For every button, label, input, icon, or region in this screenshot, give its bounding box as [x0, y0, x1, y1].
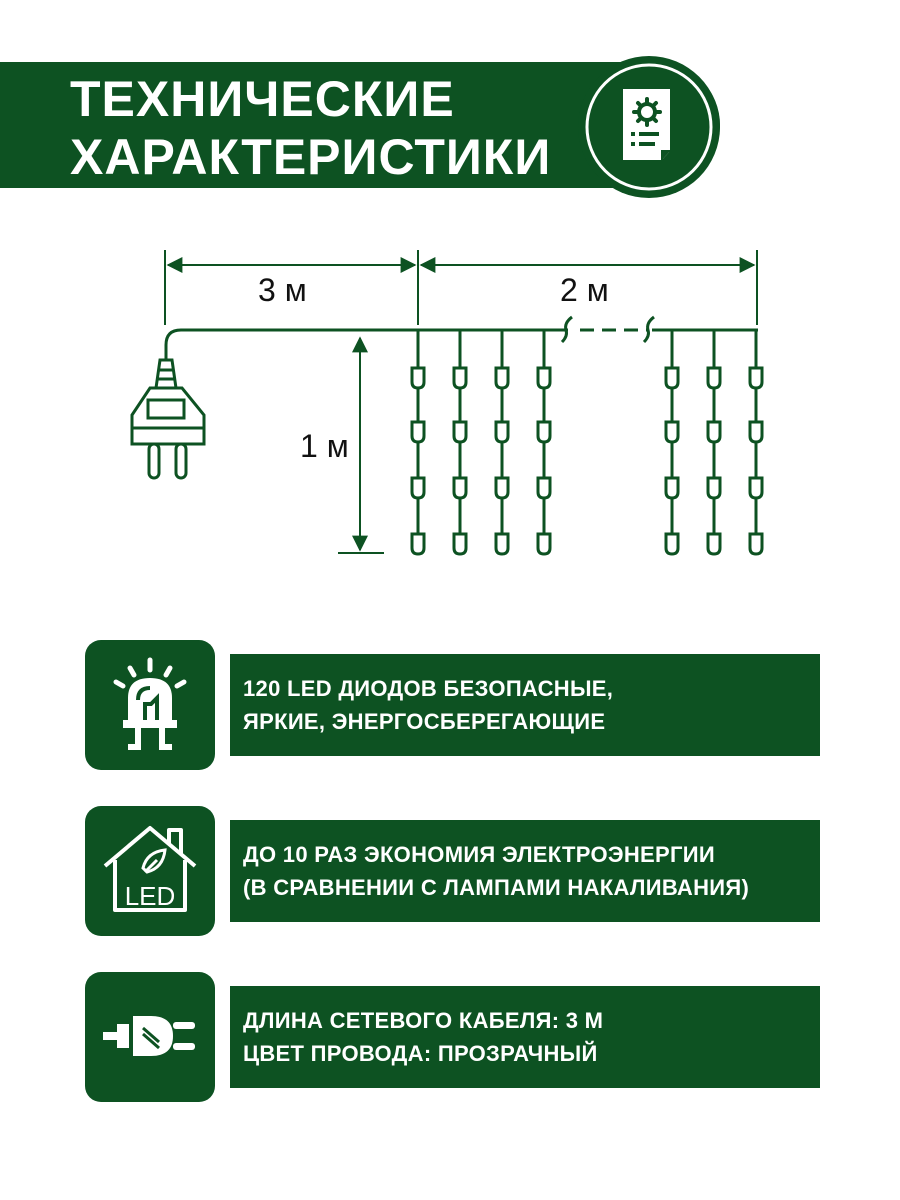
led-bulb [750, 368, 762, 388]
page-title [70, 70, 590, 186]
cable-length-label: 3 м [258, 272, 307, 308]
feature-line1: ДЛИНА СЕТЕВОГО КАБЕЛЯ: 3 М [243, 1008, 604, 1033]
feature-line2: (В СРАВНЕНИИ С ЛАМПАМИ НАКАЛИВАНИЯ) [243, 875, 750, 900]
led-bulb [708, 422, 720, 442]
led-bulb [538, 422, 550, 442]
led-bulb [666, 368, 678, 388]
led-bulb [708, 478, 720, 498]
led-bulb [666, 534, 678, 554]
led-bulb [454, 534, 466, 554]
led-bulb [666, 478, 678, 498]
led-bulb [750, 422, 762, 442]
led-strands [412, 330, 762, 554]
led-bulb [496, 534, 508, 554]
feature-line1: ДО 10 РАЗ ЭКОНОМИЯ ЭЛЕКТРОЭНЕРГИИ [243, 842, 715, 867]
drop-height-label: 1 м [300, 428, 349, 464]
led-bulb [412, 478, 424, 498]
feature-line2: ЦВЕТ ПРОВОДА: ПРОЗРАЧНЫЙ [243, 1041, 598, 1066]
led-bulb [412, 534, 424, 554]
feature-icon-box [85, 640, 215, 770]
page-title-line2: ХАРАКТЕРИСТИКИ [70, 129, 552, 185]
curtain-diagram [0, 230, 900, 590]
led-bulb [708, 368, 720, 388]
led-strand [538, 330, 550, 554]
led-bulb [496, 422, 508, 442]
feature-text [243, 972, 813, 1102]
led-diode-icon [85, 640, 215, 770]
led-strand [750, 330, 762, 554]
curtain-width-label: 2 м [560, 272, 609, 308]
led-bulb [454, 478, 466, 498]
led-house-text: LED [124, 881, 176, 911]
feature-text [243, 806, 813, 936]
led-bulb [750, 534, 762, 554]
main-wire [166, 317, 758, 360]
feature-text [243, 640, 813, 770]
led-strand [496, 330, 508, 554]
header-icon-badge [578, 56, 720, 198]
led-bulb [750, 478, 762, 498]
led-bulb [538, 534, 550, 554]
feature-line2: ЯРКИЕ, ЭНЕРГОСБЕРЕГАЮЩИЕ [243, 709, 606, 734]
plug-icon [132, 360, 204, 478]
feature-icon-box [85, 972, 215, 1102]
feature-energy-saving [85, 806, 820, 936]
led-bulb [708, 534, 720, 554]
led-bulb [454, 368, 466, 388]
page-title-line1: ТЕХНИЧЕСКИЕ [70, 71, 455, 127]
feature-line1: 120 LED ДИОДОВ БЕЗОПАСНЫЕ, [243, 676, 614, 701]
led-bulb [454, 422, 466, 442]
led-strand [412, 330, 424, 554]
led-bulb [412, 422, 424, 442]
led-strand [454, 330, 466, 554]
feature-cable [85, 972, 820, 1102]
feature-led-diodes [85, 640, 820, 770]
power-plug-icon [85, 972, 215, 1102]
led-bulb [496, 368, 508, 388]
led-bulb [538, 368, 550, 388]
led-house-icon [85, 806, 215, 936]
document-gear-icon [578, 56, 720, 198]
led-strand [666, 330, 678, 554]
led-bulb [412, 368, 424, 388]
feature-icon-box [85, 806, 215, 936]
led-strand [708, 330, 720, 554]
led-bulb [666, 422, 678, 442]
led-bulb [538, 478, 550, 498]
led-bulb [496, 478, 508, 498]
